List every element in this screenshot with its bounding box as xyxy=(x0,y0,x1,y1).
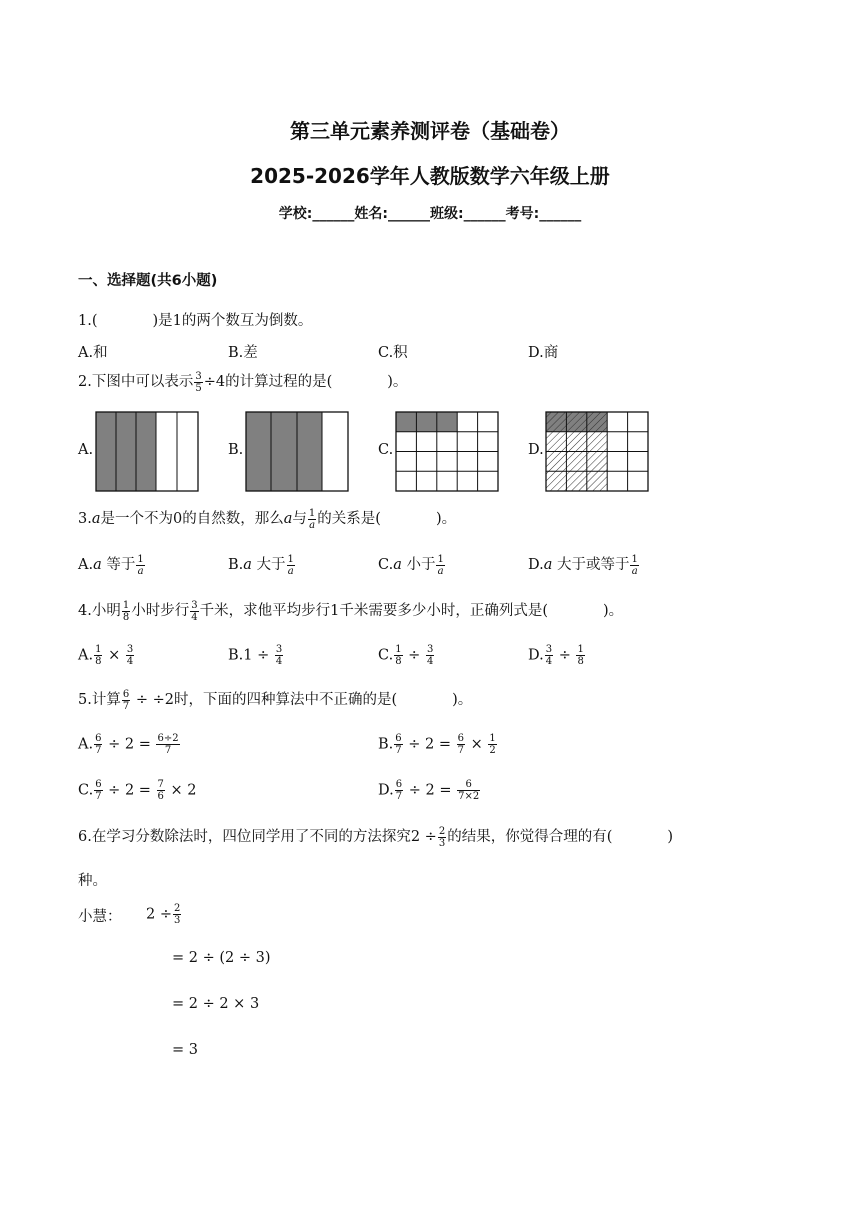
q5-option-c: C. $\frac{6}{7}$ ÷ 2 = $\frac{7}{6}$ × 2 xyxy=(78,779,197,802)
q2-label-b: B. xyxy=(228,442,244,458)
question-2: 2.下图中可以表示 $\frac{3}{5}$ ÷4的计算过程的是( )。 xyxy=(78,370,408,394)
q5-option-d: D. $\frac{6}{7}$ ÷ 2 = $\frac{6}{7\times 2}$ xyxy=(378,779,480,802)
q3-option-c: C.a 小于 $\frac{1}{a}$ xyxy=(378,553,444,577)
question-6: 6.在学习分数除法时，四位同学用了不同的方法探究2 ÷ $\frac{2}{3}$ 的结果，你觉得合理的有( ) xyxy=(78,825,674,849)
page-title: 第三单元素养测评卷（基础卷） xyxy=(290,119,570,143)
q6-expression: 2 ÷ $\frac{2}{3}$ xyxy=(146,903,181,926)
q2-label-a: A. xyxy=(78,442,94,458)
q6-step-3: = 3 xyxy=(172,1042,198,1058)
q2-diagram-b xyxy=(245,411,350,493)
q4-option-a: A. $\frac{1}{8}$ × $\frac{3}{4}$ xyxy=(78,644,134,667)
q1-option-a: A.和 xyxy=(78,345,108,361)
q1-option-c: C.积 xyxy=(378,345,408,361)
q3-option-d: D.a 大于或等于 $\frac{1}{a}$ xyxy=(528,553,638,577)
q5-option-a: A. $\frac{6}{7}$ ÷ 2 = $\frac{6\div 2}{7}$ xyxy=(78,733,179,756)
question-1: 1.( )是1的两个数互为倒数。 xyxy=(78,313,313,329)
question-6-continued: 种。 xyxy=(78,873,107,889)
q6-step-2: = 2 ÷ 2 × 3 xyxy=(172,996,260,1012)
q4-option-c: C. $\frac{1}{8}$ ÷ $\frac{3}{4}$ xyxy=(378,644,434,667)
q2-label-d: D. xyxy=(528,442,544,458)
q4-option-d: D. $\frac{3}{4}$ ÷ $\frac{1}{8}$ xyxy=(528,644,584,667)
q2-diagram-a xyxy=(95,411,200,493)
fraction: $\frac{1}{a}$ xyxy=(308,507,316,531)
q2-diagram-d xyxy=(545,411,650,493)
q1-option-d: D.商 xyxy=(528,345,559,361)
fraction: $\frac{3}{5}$ xyxy=(195,370,202,394)
q6-step-1: = 2 ÷ (2 ÷ 3) xyxy=(172,950,271,966)
q1-option-b: B.差 xyxy=(228,345,258,361)
q3-option-a: A.a 等于 $\frac{1}{a}$ xyxy=(78,553,144,577)
q2-diagram-c xyxy=(395,411,500,493)
q5-option-b: B. $\frac{6}{7}$ ÷ 2 = $\frac{6}{7}$ × $\frac{1}{2}$ xyxy=(378,733,496,756)
q2-label-c: C. xyxy=(378,442,394,458)
question-5: 5.计算 $\frac{6}{7}$ ÷ ÷2时，下面的四种算法中不正确的是( )。 xyxy=(78,688,473,712)
section-heading: 一、选择题(共6小题) xyxy=(78,273,218,289)
q6-student-name: 小慧： xyxy=(78,909,122,925)
page-subtitle: 2025-2026学年人教版数学六年级上册 xyxy=(250,164,610,188)
q4-option-b: B.1 ÷ $\frac{3}{4}$ xyxy=(228,644,283,667)
question-4: 4.小明 $\frac{1}{8}$ 小时步行 $\frac{3}{4}$ 千米，求他平均步行1千米需要多少小时，正确列式是( )。 xyxy=(78,599,624,623)
student-info-line: 学校:______姓名:______班级:______考号:______ xyxy=(278,206,582,222)
q3-option-b: B.a 大于 $\frac{1}{a}$ xyxy=(228,553,294,577)
question-3: 3.a是一个不为0的自然数，那么a与 $\frac{1}{a}$ 的关系是( )。 xyxy=(78,507,457,531)
